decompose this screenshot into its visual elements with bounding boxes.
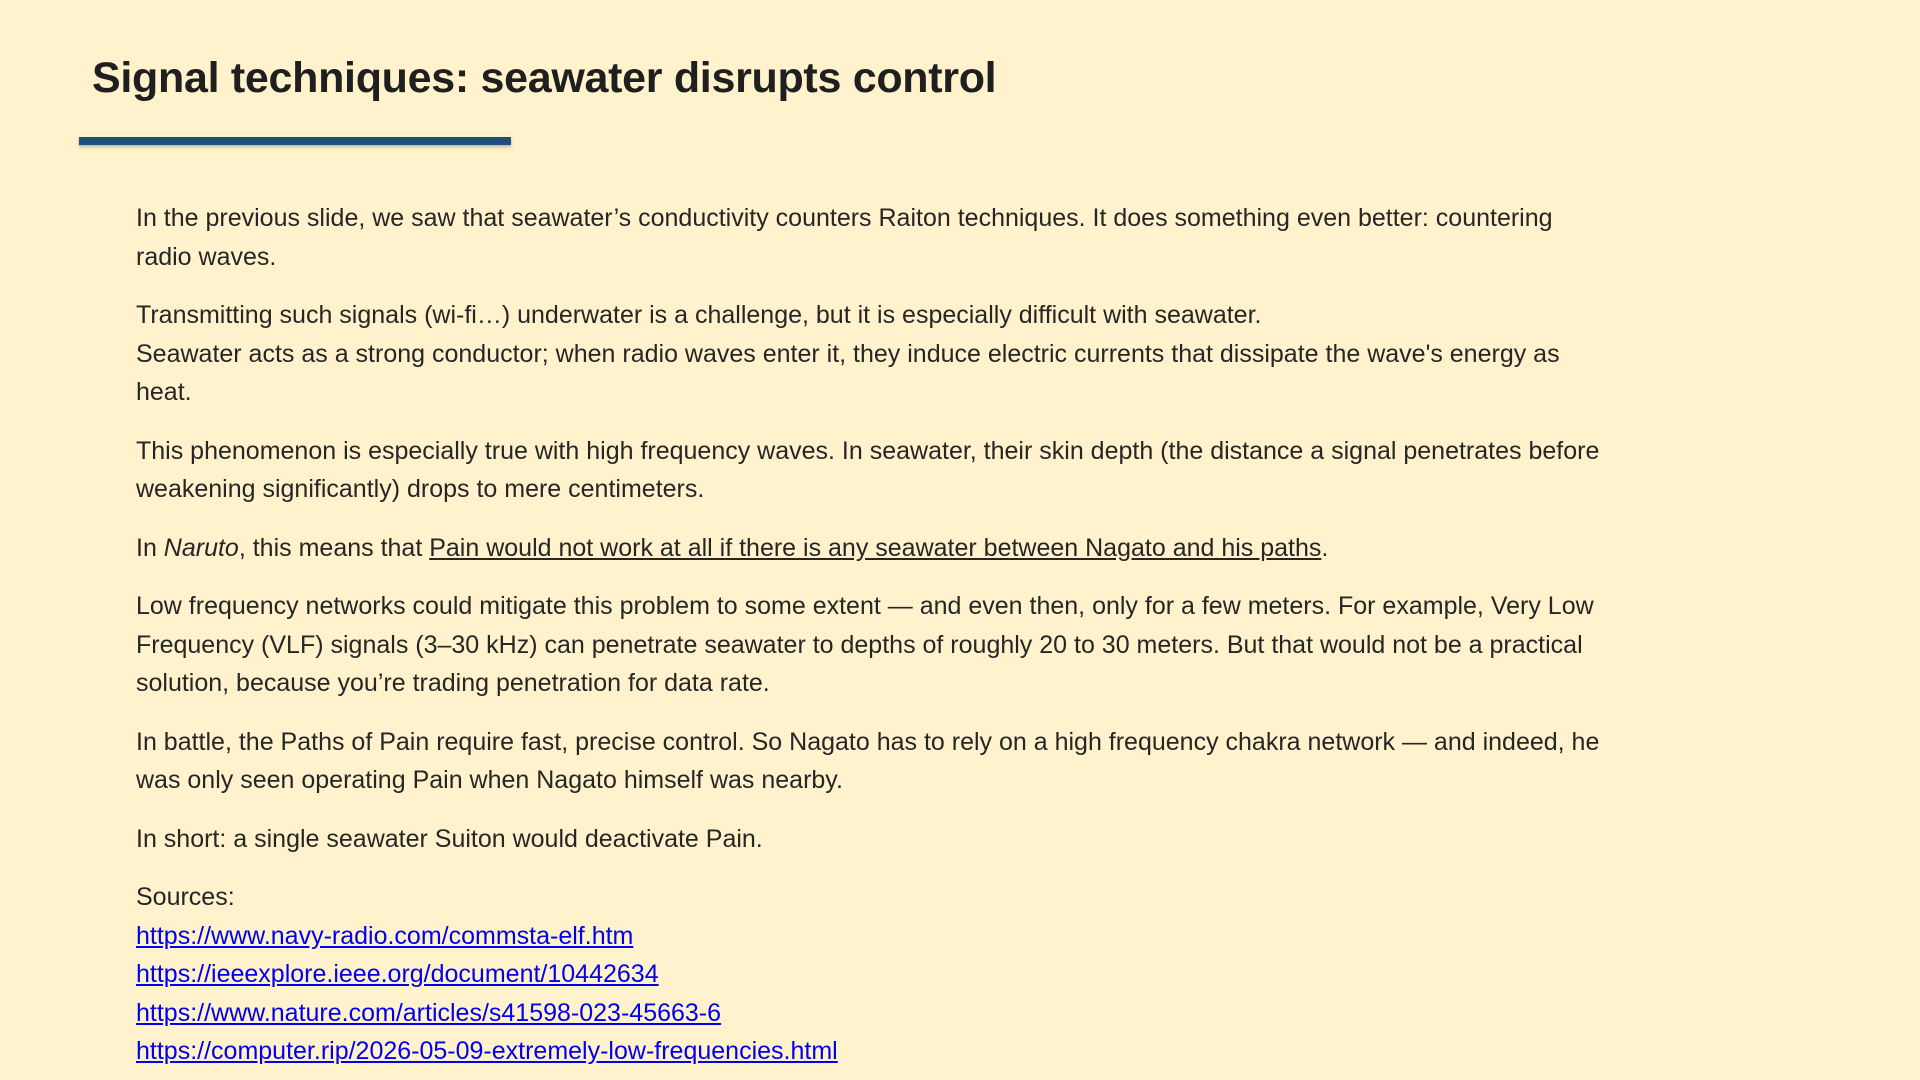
naruto-title: Naruto [163,533,239,562]
paragraph-battle-control: In battle, the Paths of Pain require fast, precise control. So Nagato has to rely on a high frequency chakra network — and indeed, he was only seen operating Pain when Nagato himself was nearby. [136,727,1600,794]
slide-body [136,199,1606,1071]
paragraph-low-frequency: Low frequency networks could mitigate this problem to some extent — and even then, only for a few meters. For example, Very Low Frequency (VLF) signals (3–30 kHz) can penetrate seawater to depths of roughly 20 to 30 meters. But that would not be a practical solution, because you’re trading penetration for data rate. [136,592,1594,697]
naruto-prefix: In [136,533,164,562]
naruto-underlined-claim: Pain would not work at all if there is any seawater between Nagato and his paths [429,533,1322,562]
naruto-suffix: . [1321,533,1329,562]
source-link-nature[interactable]: https://www.nature.com/articles/s41598-023-45663-6 [136,998,722,1027]
source-link-navy-radio[interactable]: https://www.navy-radio.com/commsta-elf.htm [136,921,634,950]
title-underline-bar [79,137,511,145]
source-link-computer-rip[interactable]: https://computer.rip/2026-05-09-extremely-low-frequencies.html [136,1037,838,1065]
paragraph-seawater-conductor: Seawater acts as a strong conductor; when radio waves enter it, they induce electric currents that dissipate the wave's energy as heat. [136,339,1560,406]
sources-label: Sources: [136,883,235,911]
paragraph-summary: In short: a single seawater Suiton would deactivate Pain. [136,824,763,853]
paragraph-naruto-implication [136,529,1606,568]
sources-block [136,878,1606,1071]
paragraph-underwater-challenge: Transmitting such signals (wi-fi…) underwater is a challenge, but it is especially difficult with seawater. [136,301,1262,329]
slide-title: Signal techniques: seawater disrupts control [92,54,997,102]
paragraph-high-frequency: This phenomenon is especially true with high frequency waves. In seawater, their skin depth (the distance a signal penetrates before weakening significantly) drops to mere centimeters. [136,436,1600,503]
naruto-middle: , this means that [238,533,430,562]
source-link-ieeexplore[interactable]: https://ieeexplore.ieee.org/document/10442634 [136,960,659,988]
paragraph-intro: In the previous slide, we saw that seawater’s conductivity counters Raiton techniques. It does something even better: countering radio waves. [136,204,1553,271]
